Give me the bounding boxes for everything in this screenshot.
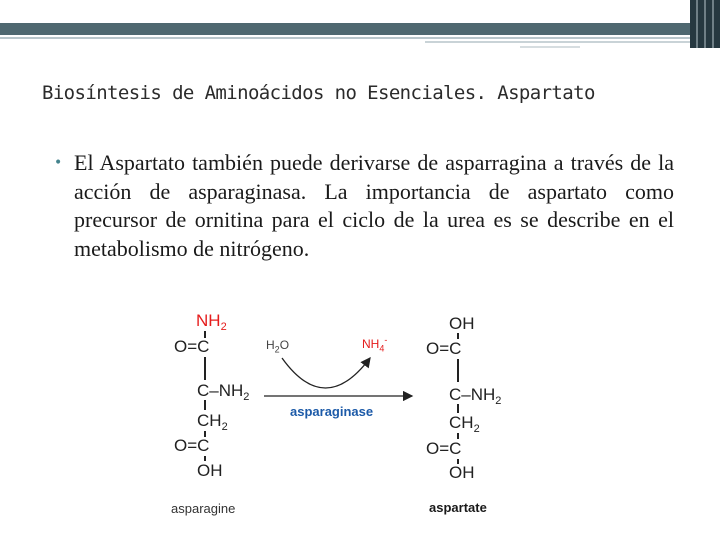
bullet-paragraph: El Aspartato también puede derivarse de asparragina a través de la acción de asparaginasa. La importancia de aspartato como precursor de ornitina para el ciclo de la urea es se describe en el metabolismo de nitrógeno. (74, 150, 674, 261)
reaction-arrows (160, 300, 560, 540)
aspartate-carbonyl: O=C (426, 339, 462, 358)
aspartate-bottom-hydroxyl: OH (449, 463, 475, 482)
header-accent-line (0, 37, 690, 39)
enzyme-label: asparaginase (290, 404, 374, 419)
water-label: $H_2O$ (266, 338, 290, 355)
aspartate-carboxyl: O=C (426, 439, 462, 458)
header-background (0, 0, 720, 23)
asparagine-label: asparagine (171, 501, 236, 516)
header-accent-line (520, 46, 580, 48)
header-corner-block (690, 0, 720, 48)
asparagine-methylene: $CH_2$ (197, 411, 228, 433)
bullet-icon: • (54, 155, 63, 171)
asparagine-alpha-carbon: $C-NH_2$ (197, 381, 250, 403)
asparagine-carbonyl: O=C (174, 337, 210, 356)
asparagine-carboxyl: O=C (174, 436, 210, 455)
aspartate-alpha-carbon: $C-NH_2$ (449, 385, 502, 407)
asparagine-hydroxyl: OH (197, 461, 223, 480)
curved-arrow (282, 358, 370, 388)
ammonium-label: $NH_4^-$ (362, 335, 388, 354)
slide-title: Biosíntesis de Aminoácidos no Esenciales. Aspartato (42, 82, 595, 104)
bond (457, 359, 459, 382)
header-corner-stripe (712, 0, 714, 48)
aspartate-label: aspartate (429, 500, 487, 515)
header-corner-stripe (704, 0, 706, 48)
bond (457, 404, 459, 413)
header-accent-line (425, 41, 690, 43)
aspartate-methylene: $CH_2$ (449, 413, 480, 435)
header-corner-stripe (696, 0, 698, 48)
aspartate-top-hydroxyl: OH (449, 314, 475, 333)
header-strip (0, 23, 720, 35)
asparagine-amide-group: $NH_2$ (196, 311, 227, 333)
